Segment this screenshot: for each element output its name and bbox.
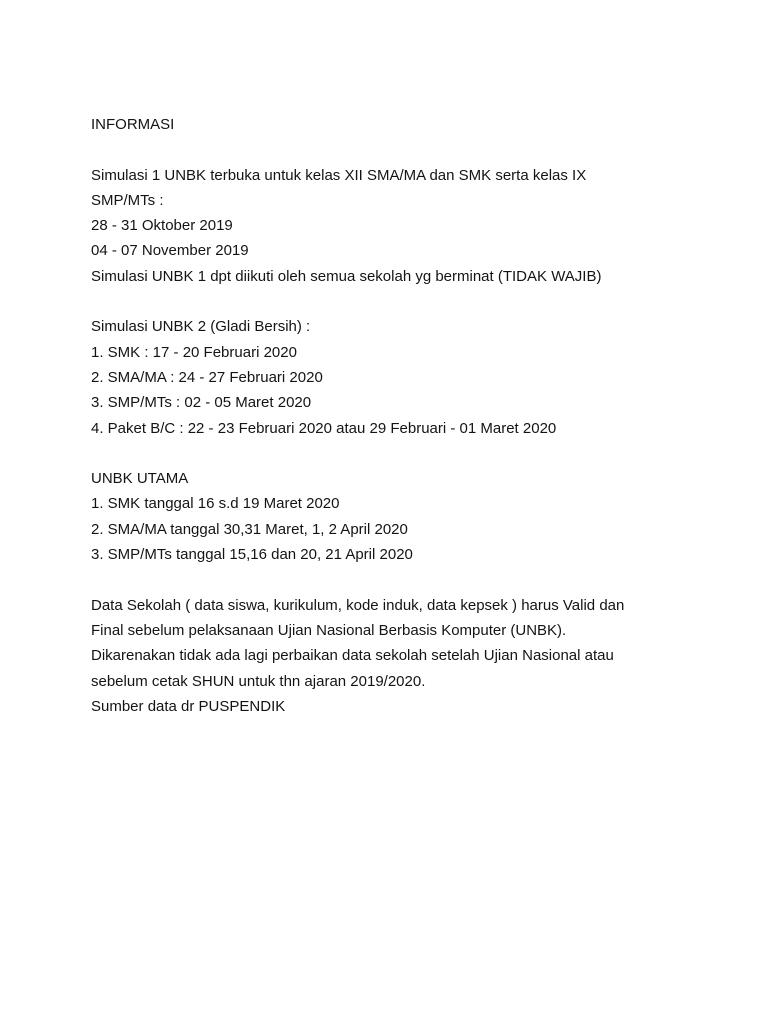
notice-line: sebelum cetak SHUN untuk thn ajaran 2019/2020. bbox=[91, 672, 426, 690]
simulasi2-item: 1. SMK : 17 - 20 Februari 2020 bbox=[91, 343, 297, 361]
simulasi2-item: 3. SMP/MTs : 02 - 05 Maret 2020 bbox=[91, 394, 312, 412]
simulasi1-line: SMP/MTs : bbox=[91, 191, 164, 209]
document-body bbox=[91, 112, 691, 719]
source-line: Sumber data dr PUSPENDIK bbox=[91, 697, 286, 715]
utama-item: 2. SMA/MA tanggal 30,31 Maret, 1, 2 April 2020 bbox=[91, 520, 408, 538]
blank-line bbox=[91, 137, 691, 162]
simulasi1-line: Simulasi 1 UNBK terbuka untuk kelas XII SMA/MA dan SMK serta kelas IX bbox=[91, 166, 587, 184]
notice-line: Dikarenakan tidak ada lagi perbaikan data sekolah setelah Ujian Nasional atau bbox=[91, 647, 614, 665]
simulasi2-item: 4. Paket B/C : 22 - 23 Februari 2020 atau 29 Februari - 01 Maret 2020 bbox=[91, 419, 557, 437]
blank-line bbox=[91, 441, 691, 466]
utama-item: 3. SMP/MTs tanggal 15,16 dan 20, 21 April 2020 bbox=[91, 546, 413, 564]
simulasi1-date: 04 - 07 November 2019 bbox=[91, 242, 249, 260]
blank-line bbox=[91, 289, 691, 314]
simulasi1-date: 28 - 31 Oktober 2019 bbox=[91, 217, 233, 235]
notice-line: Data Sekolah ( data siswa, kurikulum, kode induk, data kepsek ) harus Valid dan bbox=[91, 596, 625, 614]
heading: INFORMASI bbox=[91, 116, 175, 133]
simulasi2-item: 2. SMA/MA : 24 - 27 Februari 2020 bbox=[91, 368, 323, 386]
blank-line bbox=[91, 567, 691, 592]
simulasi2-title: Simulasi UNBK 2 (Gladi Bersih) : bbox=[91, 318, 311, 336]
utama-item: 1. SMK tanggal 16 s.d 19 Maret 2020 bbox=[91, 495, 340, 513]
notice-line: Final sebelum pelaksanaan Ujian Nasional Berbasis Komputer (UNBK). bbox=[91, 621, 567, 639]
utama-title: UNBK UTAMA bbox=[91, 470, 189, 488]
simulasi1-note: Simulasi UNBK 1 dpt diikuti oleh semua sekolah yg berminat (TIDAK WAJIB) bbox=[91, 267, 602, 285]
